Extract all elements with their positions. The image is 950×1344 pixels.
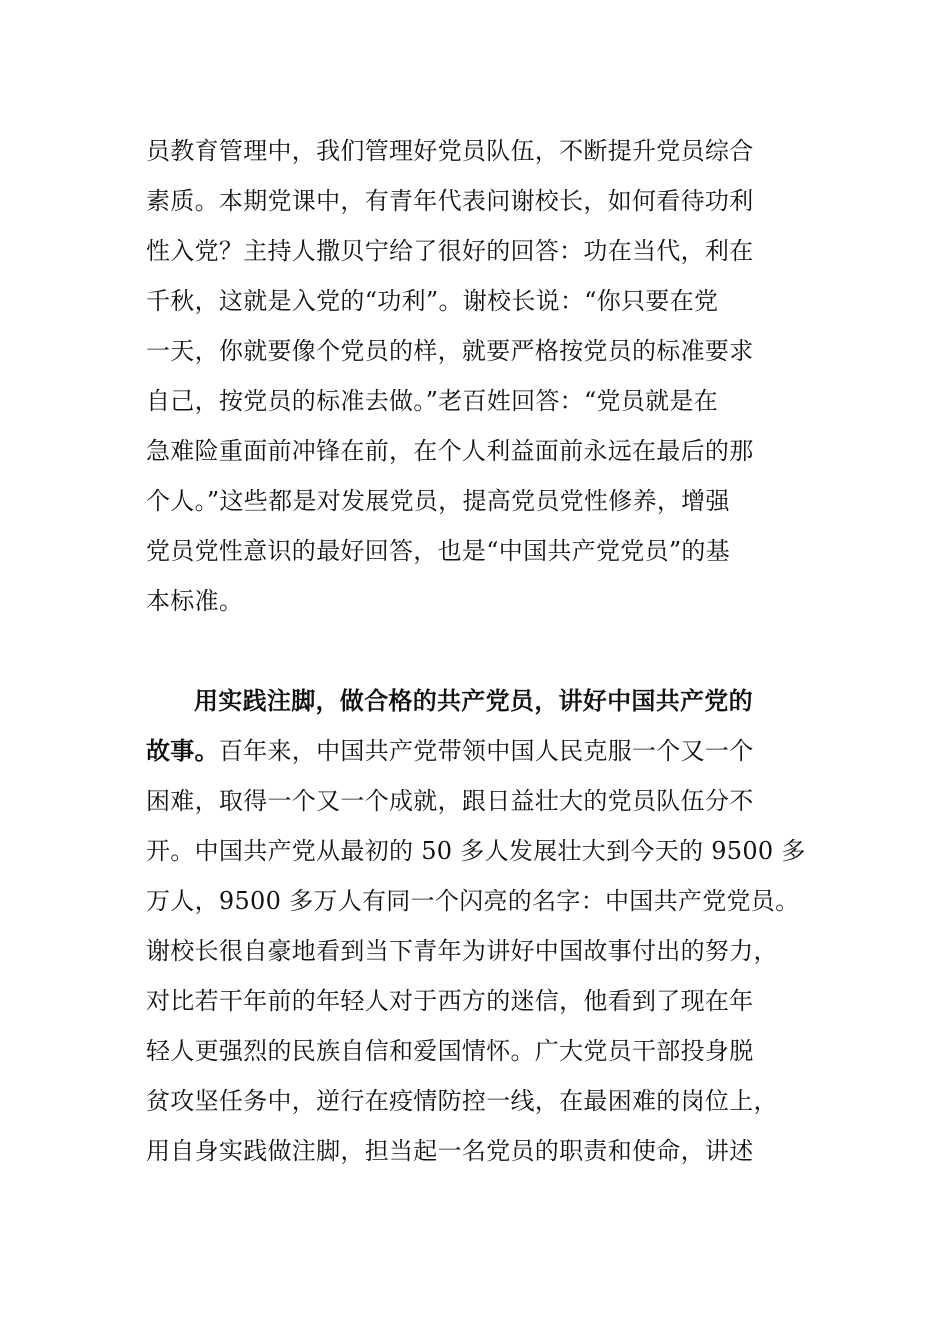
text-line: 一天，你就要像个党员的样，就要严格按党员的标准要求 [146,337,754,365]
text-line: 对比若干年前的年轻人对于西方的迷信，他看到了现在年 [146,987,754,1015]
text-line: 素质。本期党课中，有青年代表问谢校长，如何看待功利 [146,187,754,215]
text-line: 轻人更强烈的民族自信和爱国情怀。广大党员干部投身脱 [146,1037,754,1065]
text-line [146,734,806,768]
text-line: 贫攻坚任务中，逆行在疫情防控一线，在最困难的岗位上， [146,1087,778,1115]
text-line: 本标准。 [146,587,244,615]
text-line: 开。中国共产党从最初的 50 多人发展壮大到今天的 9500 多 [146,837,806,865]
text-line: 急难险重面前冲锋在前，在个人利益面前永远在最后的那 [146,437,754,465]
paragraph-heading: 用实践注脚，做合格的共产党员，讲好中国共产党的 [194,686,753,715]
text-line: 党员党性意识的最好回答，也是“中国共产党党员”的基 [146,537,731,565]
text-line: 谢校长很自豪地看到当下青年为讲好中国故事付出的努力， [146,937,778,965]
text-line: 员教育管理中，我们管理好党员队伍，不断提升党员综合 [146,137,754,165]
paragraph-heading-end: 故事。 [146,736,219,765]
text-line: 自己，按党员的标准去做。”老百姓回答：“党员就是在 [146,387,719,415]
text-line: 千秋，这就是入党的“功利”。谢校长说：“你只要在党 [146,287,719,315]
text-line: 个人。”这些都是对发展党员，提高党员党性修养，增强 [146,487,730,515]
text-line: 万人，9500 多万人有同一个闪亮的名字：中国共产党党员。 [146,887,800,915]
text-span: 百年来，中国共产党带领中国人民克服一个又一个 [218,737,754,765]
text-line: 性入党？主持人撒贝宁给了很好的回答：功在当代，利在 [146,237,754,265]
text-line: 用自身实践做注脚，担当起一名党员的职责和使命，讲述 [146,1137,754,1165]
text-line: 困难，取得一个又一个成就，跟日益壮大的党员队伍分不 [146,787,754,815]
